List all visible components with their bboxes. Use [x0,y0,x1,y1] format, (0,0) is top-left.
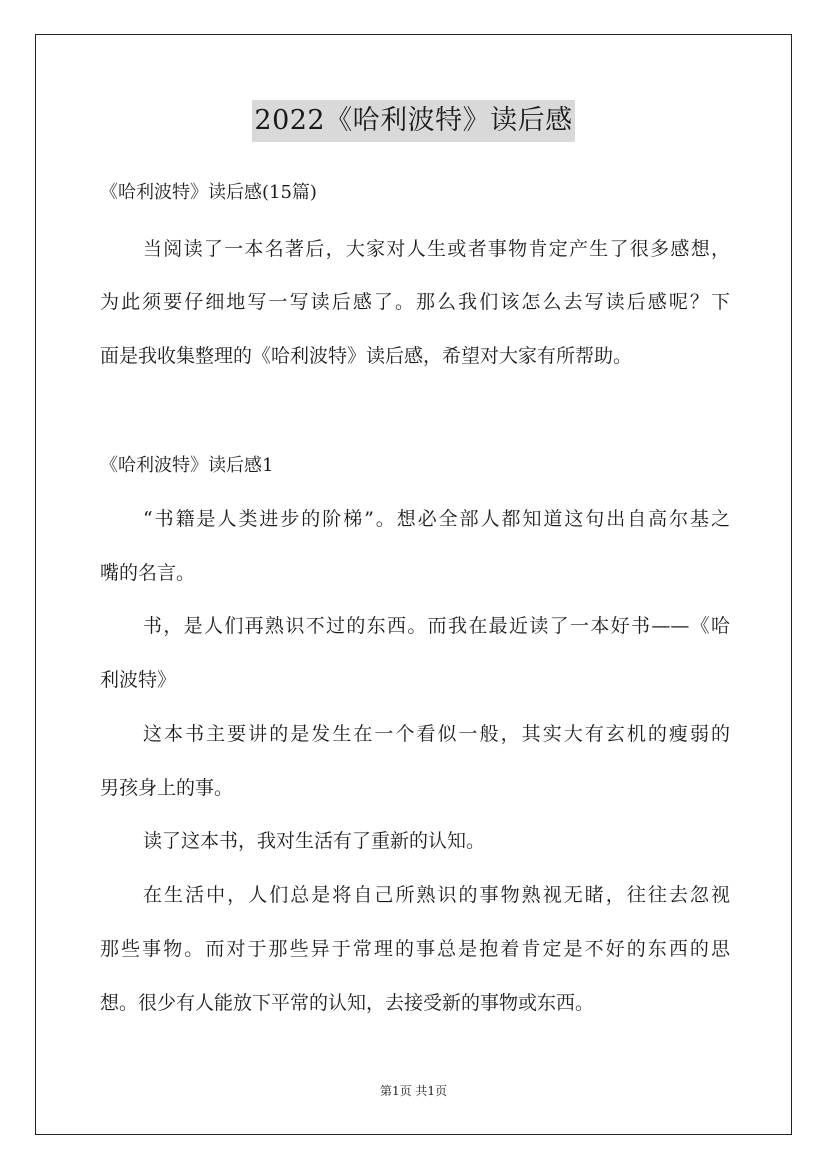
document-title: 2022《哈利波特》读后感 [252,100,574,142]
document-subtitle: 《哈利波特》读后感(15篇) [100,182,317,203]
section-heading: 《哈利波特》读后感1 [100,455,274,476]
body-line-1: “书籍是人类进步的阶梯”。想必全部人都知道这句出自高尔基之 [143,508,730,530]
intro-line-2: 为此须要仔细地写一写读后感了。那么我们该怎么去写读后感呢？下 [100,291,730,313]
body-line-8: 在生活中，人们总是将自己所熟识的事物熟视无睹，往往去忽视 [143,884,730,906]
body-line-5: 这本书主要讲的是发生在一个看似一般，其实大有玄机的瘦弱的 [143,723,730,745]
body-line-3: 书，是人们再熟识不过的东西。而我在最近读了一本好书——《哈 [143,615,730,637]
body-line-10: 想。很少有人能放下平常的认知，去接受新的事物或东西。 [100,992,595,1014]
intro-line-1: 当阅读了一本名著后，大家对人生或者事物肯定产生了很多感想， [143,238,730,260]
title-container [0,100,827,142]
body-line-4: 利波特》 [100,669,177,691]
body-line-9: 那些事物。而对于那些异于常理的事总是抱着肯定是不好的东西的思 [100,938,730,960]
intro-line-3: 面是我收集整理的《哈利波特》读后感，希望对大家有所帮助。 [100,345,633,367]
body-line-6: 男孩身上的事。 [100,777,234,799]
body-line-7: 读了这本书，我对生活有了重新的认知。 [143,830,486,852]
page-number-footer: 第1页 共1页 [379,1084,448,1098]
body-line-2: 嘴的名言。 [100,562,196,584]
